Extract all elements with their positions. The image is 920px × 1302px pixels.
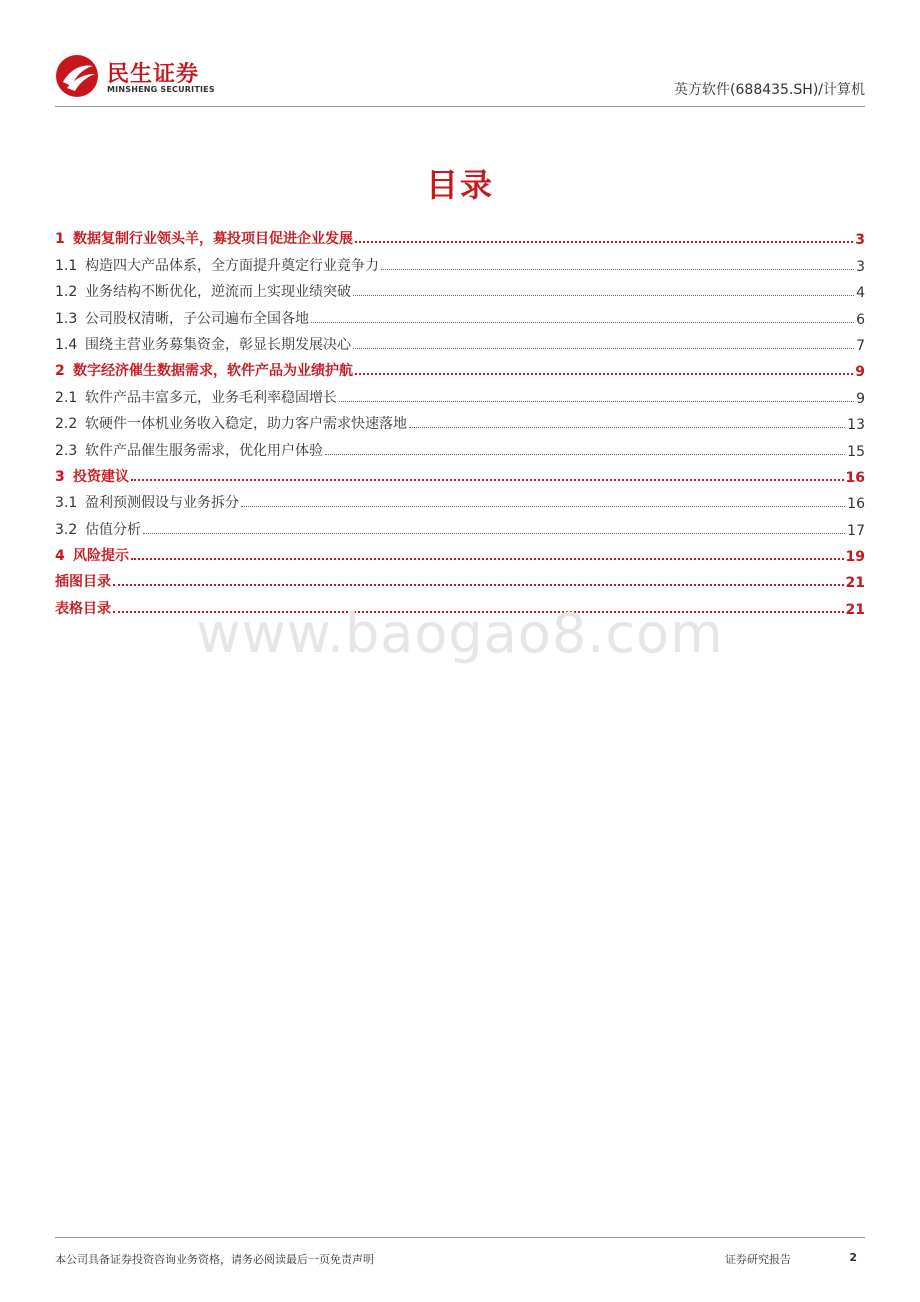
- toc-entry-text: 构造四大产品体系，全方面提升奠定行业竞争力: [85, 257, 379, 274]
- toc-entry-page: 6: [856, 311, 865, 328]
- toc-subsection-entry[interactable]: [55, 301, 865, 327]
- toc-entry-text: 数字经济催生数据需求，软件产品为业绩护航: [73, 363, 353, 380]
- toc-entry-label: [55, 466, 131, 486]
- toc-entry-label: [55, 492, 241, 512]
- toc-leader-dots: [131, 479, 844, 481]
- toc-entry-number: 1.2: [55, 284, 78, 301]
- toc-subsection-entry[interactable]: [55, 328, 865, 354]
- toc-subsection-entry[interactable]: [55, 380, 865, 406]
- toc-subsection-entry[interactable]: [55, 248, 865, 274]
- toc-section-entry[interactable]: [55, 222, 865, 248]
- toc-leader-dots: [325, 454, 845, 455]
- toc-leader-dots: [355, 373, 853, 375]
- toc-entry-label: [55, 334, 353, 354]
- toc-entry-number: 3.1: [55, 495, 78, 512]
- toc-leader-dots: [409, 427, 845, 428]
- toc-leader-dots: [143, 533, 845, 534]
- toc-entry-page: 3: [856, 258, 865, 275]
- toc-entry-label: [55, 228, 355, 248]
- toc-entry-text: 围绕主营业务募集资金，彰显长期发展决心: [85, 336, 351, 353]
- page-footer: [55, 1237, 865, 1268]
- toc-section-entry[interactable]: [55, 354, 865, 380]
- toc-entry-text: 表格目录: [55, 600, 111, 617]
- toc-entry-number: 4: [55, 548, 65, 565]
- toc-entry-page: 7: [856, 337, 865, 354]
- toc-entry-label: [55, 308, 311, 328]
- table-of-contents: [55, 222, 865, 618]
- toc-entry-text: 软件产品催生服务需求，优化用户体验: [85, 442, 323, 459]
- toc-entry-label: [55, 519, 143, 539]
- toc-entry-page: 13: [847, 417, 865, 434]
- toc-title: 目录: [425, 166, 494, 204]
- toc-entry-label: [55, 281, 353, 301]
- toc-leader-dots: [311, 322, 854, 323]
- toc-leader-dots: [381, 269, 854, 270]
- toc-entry-page: 17: [847, 522, 865, 539]
- toc-entry-text: 投资建议: [73, 468, 129, 485]
- toc-entry-number: 1.1: [55, 257, 78, 274]
- toc-entry-text: 插图目录: [55, 574, 111, 591]
- toc-entry-number: 3: [55, 468, 65, 485]
- toc-entry-label: [55, 413, 409, 433]
- toc-entry-label: [55, 440, 325, 460]
- toc-section-entry[interactable]: [55, 460, 865, 486]
- minsheng-logo-icon: [55, 54, 99, 98]
- toc-entry-label: [55, 571, 113, 591]
- toc-entry-page: 19: [845, 549, 865, 566]
- toc-subsection-entry[interactable]: [55, 486, 865, 512]
- toc-entry-label: [55, 360, 355, 380]
- toc-entry-page: 16: [845, 469, 865, 486]
- toc-entry-text: 风险提示: [73, 548, 129, 565]
- toc-entry-number: 2: [55, 363, 65, 380]
- toc-entry-page: 15: [847, 443, 865, 460]
- company-logo: [55, 54, 225, 100]
- watermark: www.baogao8.com: [196, 602, 724, 665]
- toc-entry-label: [55, 545, 131, 565]
- toc-section-entry[interactable]: [55, 565, 865, 591]
- toc-entry-page: 21: [845, 601, 865, 618]
- toc-leader-dots: [355, 241, 853, 243]
- footer-doc-type: 证券研究报告: [725, 1253, 791, 1266]
- toc-entry-number: 1.3: [55, 310, 78, 327]
- footer-disclaimer: 本公司具备证券投资咨询业务资格，请务必阅读最后一页免责声明: [55, 1253, 374, 1266]
- toc-entry-page: 4: [856, 285, 865, 302]
- report-subject: 英方软件(688435.SH)/计算机: [674, 82, 865, 98]
- toc-entry-text: 软件产品丰富多元，业务毛利率稳固增长: [85, 389, 337, 406]
- toc-entry-page: 9: [855, 364, 865, 381]
- toc-section-entry[interactable]: [55, 591, 865, 617]
- toc-leader-dots: [241, 506, 845, 507]
- toc-entry-number: 2.2: [55, 416, 78, 433]
- toc-subsection-entry[interactable]: [55, 512, 865, 538]
- page-number: 2: [849, 1251, 857, 1264]
- toc-leader-dots: [113, 584, 844, 586]
- logo-english-name: MINSHENG SECURITIES: [107, 85, 215, 94]
- toc-entry-text: 盈利预测假设与业务拆分: [85, 495, 239, 512]
- toc-subsection-entry[interactable]: [55, 433, 865, 459]
- toc-subsection-entry[interactable]: [55, 275, 865, 301]
- toc-entry-text: 公司股权清晰，子公司遍布全国各地: [85, 310, 309, 327]
- toc-entry-number: 2.1: [55, 389, 78, 406]
- toc-entry-number: 1.4: [55, 336, 78, 353]
- toc-leader-dots: [131, 558, 844, 560]
- toc-entry-number: 3.2: [55, 521, 78, 538]
- toc-entry-label: [55, 598, 113, 618]
- toc-leader-dots: [353, 348, 854, 349]
- toc-entry-number: 2.3: [55, 442, 78, 459]
- toc-section-entry[interactable]: [55, 539, 865, 565]
- toc-entry-label: [55, 387, 339, 407]
- toc-leader-dots: [353, 295, 854, 296]
- toc-entry-page: 21: [845, 575, 865, 592]
- toc-entry-page: 9: [856, 390, 865, 407]
- toc-leader-dots: [113, 611, 844, 613]
- toc-entry-text: 估值分析: [85, 521, 141, 538]
- toc-entry-label: [55, 255, 381, 275]
- toc-entry-page: 3: [855, 232, 865, 249]
- toc-entry-text: 数据复制行业领头羊，募投项目促进企业发展: [73, 231, 353, 248]
- toc-entry-number: 1: [55, 231, 65, 248]
- toc-entry-page: 16: [847, 496, 865, 513]
- toc-subsection-entry[interactable]: [55, 407, 865, 433]
- toc-leader-dots: [339, 401, 854, 402]
- toc-entry-text: 业务结构不断优化，逆流而上实现业绩突破: [85, 284, 351, 301]
- page-header: [55, 48, 865, 107]
- logo-chinese-name: 民生证券: [107, 62, 200, 87]
- toc-entry-text: 软硬件一体机业务收入稳定，助力客户需求快速落地: [85, 416, 407, 433]
